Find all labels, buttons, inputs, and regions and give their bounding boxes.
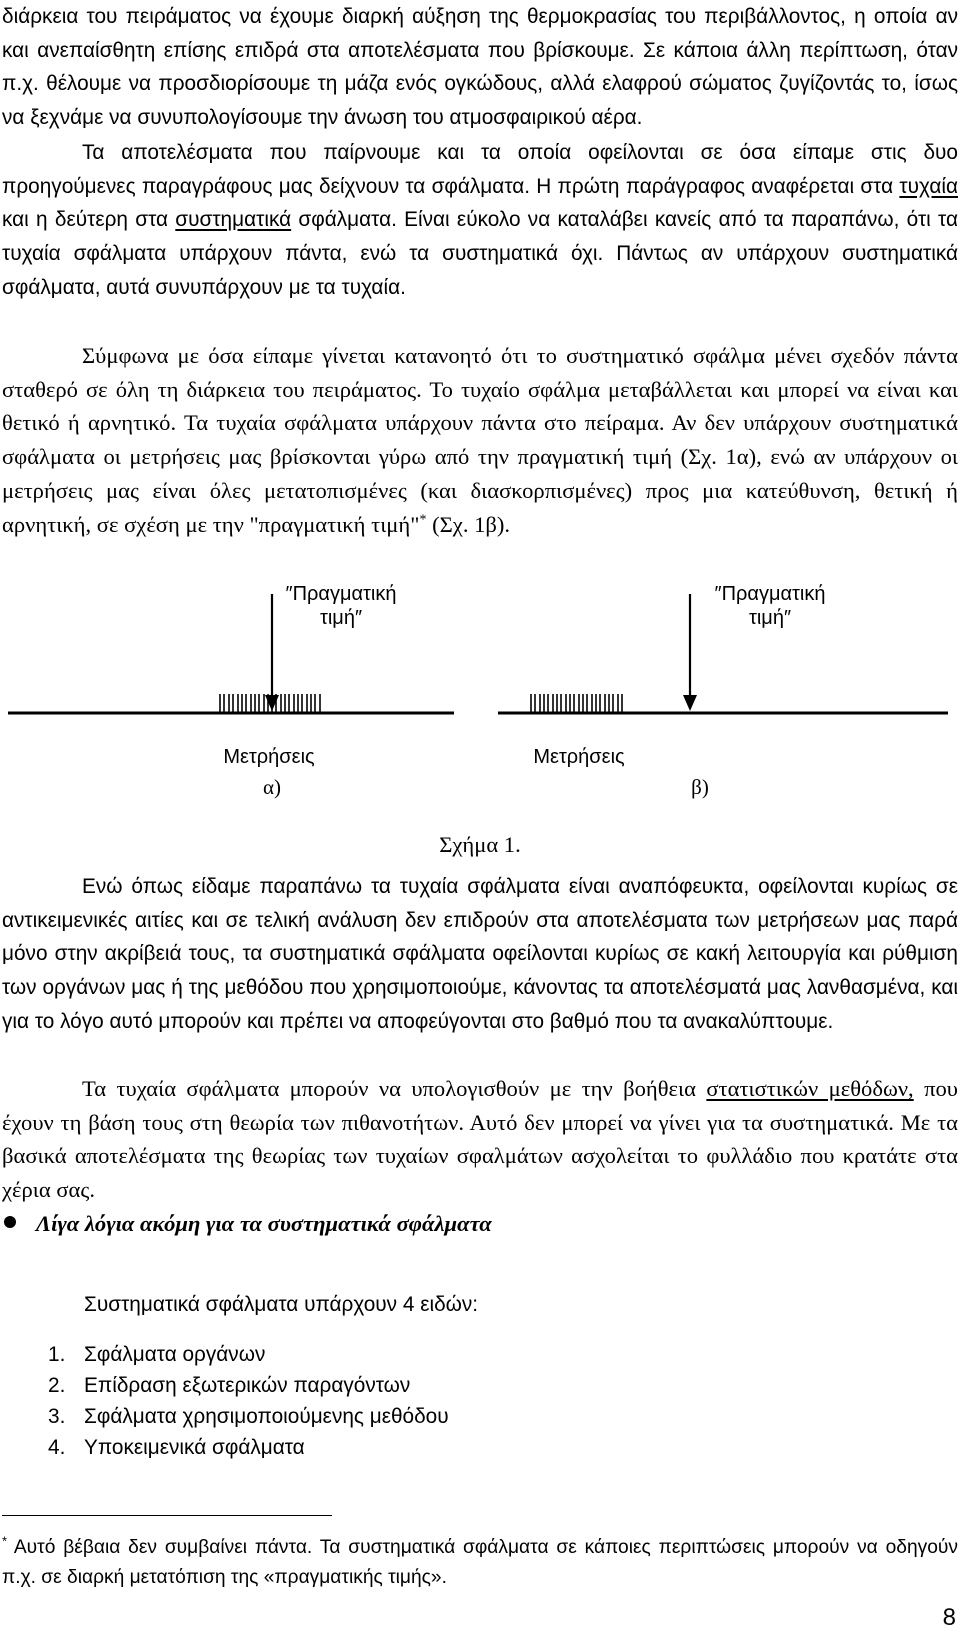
figure-1 [0,580,960,830]
panel-a-measurements-label: Μετρήσεις [223,746,315,768]
statistical-methods-link[interactable]: στατιστικών μεθόδων, [706,1076,914,1101]
list-item-text: Επίδραση εξωτερικών παραγόντων [84,1374,411,1397]
paragraph-unavoidable-errors: Ενώ όπως είδαμε παραπάνω τα τυχαία σφάλματα είναι αναπόφευκτα, οφείλονται κυρίως σε αντικειμενικές αιτίες και σε τελική ανάλυση δεν επιδρούν στα αποτελέσματα των μετρήσεων μας παρά μόνο στην ακρίβειά τους, τα συστηματικά σφάλματα οφείλονται κυρίως σε κακή λειτουργία και ρύθμιση των οργάνων μας ή της μεθόδου που χρησιμοποιούμε, κάνοντας τα αποτελέσματά μας λανθασμένα, και για το λόγο αυτό μπορούν και πρέπει να αποφεύγονται στο βαθμό που τα ανακαλύπτουμε. [2,875,958,1033]
para2-text-a: Τα αποτελέσματα που παίρνουμε και τα οποία οφείλονται σε όσα είπαμε στις δυο προηγούμενες παραγράφους μας δείχνουν τα σφάλματα. Η πρώτη παράγραφος αναφέρεται στα [2,141,958,198]
para5-text-b: που έχουν τη βάση τους στη θεωρία των πιθανοτήτων. Αυτό δεν μπορεί να γίνει για τα συστηματικά. Με τα βασικά αποτελέσματα της θεωρίας των τυχαίων σφαλμάτων ασχολείται το φυλλάδιο που κρατάτε στα χέρια σας. [2,1076,958,1203]
paragraph-error-types [2,136,958,305]
list-item-number: 1. [48,1343,66,1366]
panel-b-measurements-label: Μετρήσεις [533,746,625,768]
list-item-text: Υποκειμενικά σφάλματα [84,1436,305,1459]
panel-a-true-value-label-line2: τιμή″ [319,607,363,629]
paragraph-statistical-methods [2,1072,958,1207]
section-title: Λίγα λόγια ακόμη για τα συστηματικά σφάλματα [36,1211,492,1236]
paragraph-systematic-constant [2,339,958,541]
para5-text-a: Τα τυχαία σφάλματα μπορούν να υπολογισθούν με την βοήθεια [82,1076,707,1101]
panel-b [498,583,948,799]
panel-b-true-value-label-line1: ″Πραγματική [714,583,826,605]
list-item-text: Σφάλματα οργάνων [84,1343,266,1366]
list-intro: Συστηματικά σφάλματα υπάρχουν 4 ειδών: [84,1293,479,1316]
panel-a-label: α) [263,775,281,799]
list-item [0,1339,449,1370]
list-item-text: Σφάλματα χρησιμοποιούμενης μεθόδου [84,1405,449,1428]
list-item [0,1370,449,1401]
panel-b-label: β) [691,775,709,799]
footnote-reference[interactable]: * [419,511,427,527]
list-item-number: 2. [48,1374,66,1397]
panel-b-measurement-ticks [531,694,622,713]
footnote-mark: * [2,1533,8,1549]
footnote-text: Αυτό βέβαια δεν συμβαίνει πάντα. Τα συστηματικά σφάλματα σε κάποιες περιπτώσεις μπορούν να οδηγούν π.χ. σε διαρκή μετατόπιση της «πραγματικής τιμής». [2,1537,958,1588]
systematic-errors-list [0,1339,449,1463]
para2-text-b: και η δεύτερη στα [2,208,176,232]
panel-b-true-value-arrowhead [683,695,697,711]
para3-tail: (Σχ. 1β). [426,511,511,537]
list-item [0,1401,449,1432]
random-errors-term: τυχαία [899,174,958,198]
figure-1-diagram [0,580,960,830]
para2-text-c: σφάλματα. Είναι εύκολο να καταλάβει κανείς από τα παραπάνω, ότι τα τυχαία σφάλματα υπάρχουν πάντα, ενώ τα συστηματικά όχι. Πάντως αν υπάρχουν συστηματικά σφάλματα, αυτά συνυπάρχουν με τα τυχαία. [2,208,958,299]
footnote [2,1533,958,1593]
panel-a [8,583,454,799]
section-heading [4,1211,492,1237]
paragraph-temperature-example: διάρκεια του πειράματος να έχουμε διαρκή αύξηση της θερμοκρασίας του περιβάλλοντος, η οποία αν και ανεπαίσθητη επίσης επιδρά στα αποτελέσματα που βρίσκουμε. Σε κάποια άλλη περίπτωση, όταν π.χ. θέλουμε να προσδιορίσουμε τη μάζα ενός ογκώδους, αλλά ελαφρού σώματος ζυγίζοντάς το, ίσως να ξεχνάμε να συνυπολογίσουμε την άνωση του ατμοσφαιρικού αέρα. [2,5,958,130]
page-number: 8 [942,1604,956,1631]
figure-1-caption: Σχήμα 1. [439,832,521,857]
footnote-divider [2,1515,332,1516]
para3-text: Σύμφωνα με όσα είπαμε γίνεται κατανοητό ότι το συστηματικό σφάλμα μένει σχεδόν πάντα σταθερό σε όλη τη διάρκεια του πειράματος. Το τυχαίο σφάλμα μεταβάλλεται και μπορεί να είναι και θετικό ή αρνητικό. Τα τυχαία σφάλματα υπάρχουν πάντα στο πείραμα. Αν δεν υπάρχουν συστηματικά σφάλματα οι μετρήσεις μας βρίσκονται γύρω από την πραγματική τιμή (Σχ. 1α), ενώ αν υπάρχουν οι μετρήσεις μας είναι όλες μετατοπισμένες (και διασκορπισμένες) προς μια κατεύθυνση, θετική ή αρνητική, σε σχέση με την "πραγματική τιμή" [2,343,958,537]
panel-b-true-value-label-line2: τιμή″ [748,607,792,629]
panel-a-true-value-label-line1: ″Πραγματική [285,583,397,605]
list-item [0,1432,449,1463]
systematic-errors-term: συστηματικά [175,208,292,232]
list-item-number: 3. [48,1405,66,1428]
list-item-number: 4. [48,1436,66,1459]
bullet-icon [4,1216,16,1228]
